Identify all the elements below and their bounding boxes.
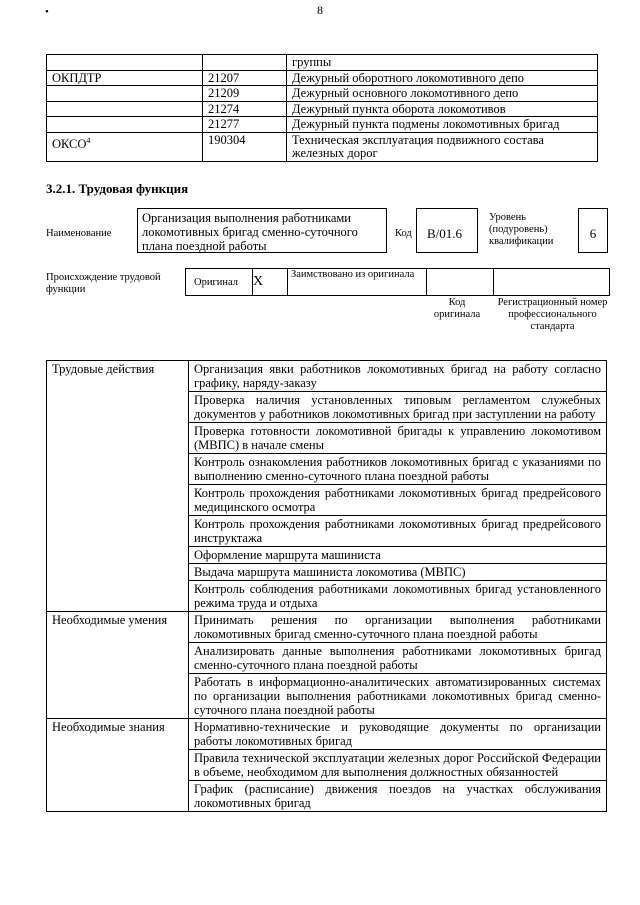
group-item: Контроль прохождения работниками локомотивных бригад предрейсового медицинского осмотра: [189, 485, 607, 516]
borrowed-label: Заимствовано из оригинала: [288, 269, 427, 296]
content-row: [47, 719, 607, 750]
function-content-table: [46, 360, 607, 812]
group-item: Работать в информационно-аналитических автоматизированных системах по организации выполнения работниками локомотивных бригад сменно-суточного плана поездной работы: [189, 674, 607, 719]
classifier-name: ОКСО: [52, 136, 87, 151]
group-label: Необходимые знания: [47, 719, 189, 812]
code-cell: 21277: [203, 117, 287, 133]
group-item: Контроль ознакомления работников локомотивных бригад с указаниями по выполнению сменно-суточного плана поездной работы: [189, 454, 607, 485]
classifier-cell: [47, 70, 203, 86]
origin-label: Происхождение трудовой функции: [46, 272, 161, 295]
classifier-cell: [47, 117, 203, 133]
origin-table: [185, 268, 610, 296]
group-item: Оформление маршрута машиниста: [189, 547, 607, 564]
group-item: Организация явки работников локомотивных бригад на работу согласно графику, наряду-заказу: [189, 361, 607, 392]
group-item: График (расписание) движения поездов на участках обслуживания локомотивных бригад: [189, 781, 607, 812]
code-cell: 190304: [203, 132, 287, 161]
level-box: 6: [578, 208, 608, 253]
reg-number-label: Регистрационный номер профессионального стандарта: [497, 297, 608, 332]
code-cell: 21209: [203, 86, 287, 102]
group-item: Нормативно-технические и руководящие документы по организации работы локомотивных бригад: [189, 719, 607, 750]
classifier-name: ОКПДТР: [52, 70, 102, 85]
classifier-cell: [47, 55, 203, 71]
content-row: [47, 612, 607, 643]
classification-row: [47, 101, 598, 117]
group-item: Контроль прохождения работниками локомотивных бригад предрейсового инструктажа: [189, 516, 607, 547]
section-title: 3.2.1. Трудовая функция: [46, 181, 189, 196]
occupation-name-cell: Дежурный основного локомотивного депо: [287, 86, 598, 102]
classifier-cell: [47, 132, 203, 161]
function-name-box: Организация выполнения работниками локомотивных бригад сменно-суточного плана поездной работы: [137, 208, 387, 253]
classification-row: [47, 132, 598, 161]
group-label: Трудовые действия: [47, 361, 189, 612]
group-item: Принимать решения по организации выполнения работниками локомотивных бригад сменно-суточного плана поездной работы: [189, 612, 607, 643]
code-cell: 21207: [203, 70, 287, 86]
group-item: Анализировать данные выполнения работниками локомотивных бригад сменно-суточного плана поездной работы: [189, 643, 607, 674]
group-item: Проверка наличия установленных типовым регламентом служебных документов у работников локомотивных бригад при заступлении на работу: [189, 392, 607, 423]
original-mark: X: [253, 269, 288, 296]
occupation-name-cell: Дежурный оборотного локомотивного депо: [287, 70, 598, 86]
name-label: Наименование: [46, 228, 112, 239]
code-cell: 21274: [203, 101, 287, 117]
group-label: Необходимые умения: [47, 612, 189, 719]
footnote-ref: 4: [86, 135, 91, 145]
occupation-name-cell: группы: [287, 55, 598, 71]
group-item: Правила технической эксплуатации железных дорог Российской Федерации в объеме, необходимом для выполнения должностных обязанностей: [189, 750, 607, 781]
group-item: Контроль соблюдения работниками локомотивных бригад установленного режима труда и отдыха: [189, 581, 607, 612]
classification-row: [47, 117, 598, 133]
corner-mark: •: [45, 6, 49, 18]
occupation-name-cell: Дежурный пункта оборота локомотивов: [287, 101, 598, 117]
classification-row: [47, 86, 598, 102]
function-code-box: В/01.6: [416, 208, 478, 253]
occupation-name-cell: Техническая эксплуатация подвижного состава железных дорог: [287, 132, 598, 161]
occupation-name-cell: Дежурный пункта подмены локомотивных бригад: [287, 117, 598, 133]
content-row: [47, 361, 607, 392]
classifier-cell: [47, 101, 203, 117]
level-label: Уровень (подуровень) квалификации: [489, 212, 554, 247]
group-item: Выдача маршрута машиниста локомотива (МВПС): [189, 564, 607, 581]
group-item: Проверка готовности локомотивной бригады к управлению локомотивом (МВПС) в начале смены: [189, 423, 607, 454]
code-cell: [203, 55, 287, 71]
original-code-cell: [427, 269, 494, 296]
original-label: Оригинал: [186, 269, 253, 296]
code-label: Код: [395, 228, 412, 239]
classification-row: [47, 55, 598, 71]
classification-row: [47, 70, 598, 86]
classifier-cell: [47, 86, 203, 102]
page-number: 8: [317, 3, 323, 17]
reg-number-cell: [494, 269, 610, 296]
classification-table: [46, 54, 598, 162]
original-code-label: Код оригинала: [433, 297, 481, 320]
